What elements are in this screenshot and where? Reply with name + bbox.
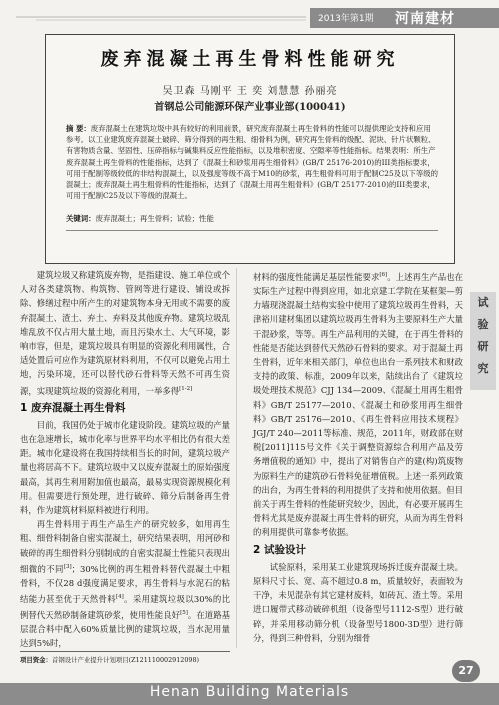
body-column-right xyxy=(253,268,463,645)
paragraph-text: 。上述再生产品也在实际生产过程中得到应用，如北京建工学院在某框架—剪力墙现浇混凝土结构实验中使用了建筑垃圾再生骨料，天津裕川建材集团以建筑垃圾再生骨料为主要原料生产大量干混砂浆，等等。再生产品利用的关键，在于再生骨料的性能是否能达到替代天然砂石骨料的要求。对于混凝土再生骨料，近年来相关部门，单位也出台一系列技术和财政支持的政策、标准，2009年以来，陆续出台了《建筑垃圾处理技术规范》CJJ 134—2009、《混凝土用再生粗骨料》GB/T 25177—2010、《混凝土和砂浆用再生细骨料》GB/T 25176—2010、《再生骨料应用技术规程》JGJ/T 240—2011等标准、规范，2011年，财政部在财税[2011]115号文件《关于调整资源综合利用产品及劳务增值税的通知》中，提出了对销售自产的建(构)筑废物为原料生产的建筑砂石骨料免征增值税。上述一系列政策的出台，为再生骨料的利用提供了支持和使用依据。但目前关于再生骨料的性能研究较少，因此，有必要开展再生骨料尤其是废弃混凝土再生骨料的研究，从而为再生骨料的利用提供可靠参考依据。 xyxy=(253,271,464,538)
page-number: 27 xyxy=(452,660,480,682)
citation: [4] xyxy=(115,594,124,601)
side-tab-char: 研 xyxy=(477,340,489,353)
paragraph: 目前，我国仍处于城市化建设阶段。建筑垃圾的产量也在急速增长，城市化率与世界平均水平相比仍有很大差距。城市化建设将在我国持续相当长的时间，建筑垃圾产量也将居高不下。建筑垃圾中又以废弃混凝土的原始强度最高，其再生利用附加值也最高，最易实现资源规模化利用。但需要进行预处理，进行破碎、筛分后制备再生骨料，作为建筑材料原料被进行利用。 xyxy=(20,419,230,516)
paragraph xyxy=(20,268,230,398)
paragraph-text: 。在道路基层混合料中配入60%质量比例的建筑垃圾，当水泥用量达到5%时， xyxy=(20,609,231,649)
funding-label: 项目资金： xyxy=(20,656,52,664)
side-tab-char: 验 xyxy=(477,318,489,331)
abstract-divider xyxy=(66,230,438,231)
journal-name: 河南建材 xyxy=(395,11,455,27)
paragraph-text: 再生骨料用于再生产品生产的研究较多，如用再生粗、细骨料制备自密实混凝土，研究结果表明，用河砂和破碎的再生细骨料分别制成的自密实混凝土性能只表现出细微的不同 xyxy=(20,519,230,574)
article-title: 废弃混凝土再生骨料性能研究 xyxy=(100,49,400,70)
section-heading-2: 2 试验设计 xyxy=(253,543,306,556)
paragraph xyxy=(253,268,463,540)
paragraph xyxy=(20,517,230,650)
section-heading-1: 1 废弃混凝土再生骨料 xyxy=(20,401,126,414)
side-tab-char: 试 xyxy=(477,296,489,309)
keywords-label: 关键词： xyxy=(66,214,96,223)
title-abstract-box xyxy=(45,34,455,264)
side-tab xyxy=(470,292,496,390)
citation: [5] xyxy=(180,610,188,617)
side-tab-char: 究 xyxy=(477,362,489,375)
affiliation: 首钢总公司能源环保产业事业部(100041) xyxy=(154,102,346,113)
body-column-left xyxy=(20,268,230,650)
citation: [1-2] xyxy=(179,385,193,392)
funding-text: 首钢设计产业提升计划项目(Z121110002912098) xyxy=(51,656,200,664)
citation: [6] xyxy=(379,272,388,278)
author-list: 吴卫森 马刚平 王 奕 刘慧慧 孙丽亮 xyxy=(162,86,338,97)
header-ornament xyxy=(16,12,306,22)
abstract-label: 摘 要： xyxy=(66,124,91,133)
paragraph-text: 材料的强度性能满足基层性能要求 xyxy=(253,271,380,282)
column-divider xyxy=(236,268,237,648)
paragraph-text: 。采用建筑垃圾以30%的比例替代天然砂制备建筑砂浆，使用性能良好 xyxy=(20,593,230,620)
paragraph: 试验原料，采用某工业建筑现场拆迁废弃混凝土块。原料尺寸长、宽、高不超过0.8 m，质量较好，表面较为干净，未见混杂有其它建材废料，如砖瓦、渣土等。采用进口履带式移动破碎机组（设备型号1112-S型）进行破碎，并采用移动筛分机（设备型号1800-3D型）进行筛分，得到三种骨料，分别为细骨 xyxy=(253,561,463,643)
keywords-text: 废弃混凝土；再生骨料；试验；性能 xyxy=(95,214,214,223)
paragraph-text: 建筑垃圾又称建筑废弃物，是指建设、施工单位或个人对各类建筑物、构筑物、管网等进行建设、铺设或拆除、修缮过程中所产生的对建筑物本身无用或不需要的废弃混凝土、渣土、弃土、弃料及其他废弃物。建筑垃圾乱堆乱放不仅占用大量土地，而且污染水土、大气环境，影响市容，但是，建筑垃圾具有明显的资源化利用属性，合适处置后可应作为建筑原材料利用，不仅可以避免占用土地，污染环境，还可以替代砂石骨料等天然不可再生资源，实现建筑垃圾的资源化利用，一举多得 xyxy=(20,270,230,396)
top-header-band xyxy=(0,0,499,32)
footer-band xyxy=(0,683,499,705)
citation: [3] xyxy=(63,563,72,570)
abstract xyxy=(66,123,438,201)
footer-journal-name: Henan Building Materials xyxy=(149,684,350,700)
issue-label: 2013年第1期 xyxy=(318,14,374,24)
abstract-text: 废弃混凝土在建筑垃圾中具有较好的利用前景，研究废弃混凝土再生骨料的性能可以提供理论支持和应用参考。以工业建筑废弃混凝土破碎、筛分得到的再生粗、细骨料为例，研究再生骨料的级配、泥块、针片状颗粒、有害物质含量、坚固性、压碎指标与碱集料反应性能指标，以及堆积密度、空隙率等性能指标。结果表明：所生产废弃混凝土再生骨料的性能指标，达到了《混凝土和砂浆用再生细骨料》(GB/T 25176-2010)的III类指标要求，可用于配制等级较低的非结构混凝土，以及强度等级不高于M10的砂浆，再生粗骨料可用于配制C25及以下等级的混凝土；废弃混凝土再生粗骨料的性能指标，达到了《混凝土用再生粗骨料》(GB/T 25177-2010)的III类要求，可用于配制C25及以下等级的混凝土。 xyxy=(66,124,439,201)
paragraph-text: ；30%比例的再生粗骨料替代混凝土中粗骨料，不仅28 d强度满足要求，再生骨料与水泥石的粘结能力甚至优于天然骨料 xyxy=(20,563,231,604)
keywords xyxy=(66,213,438,224)
funding-note xyxy=(20,651,230,664)
